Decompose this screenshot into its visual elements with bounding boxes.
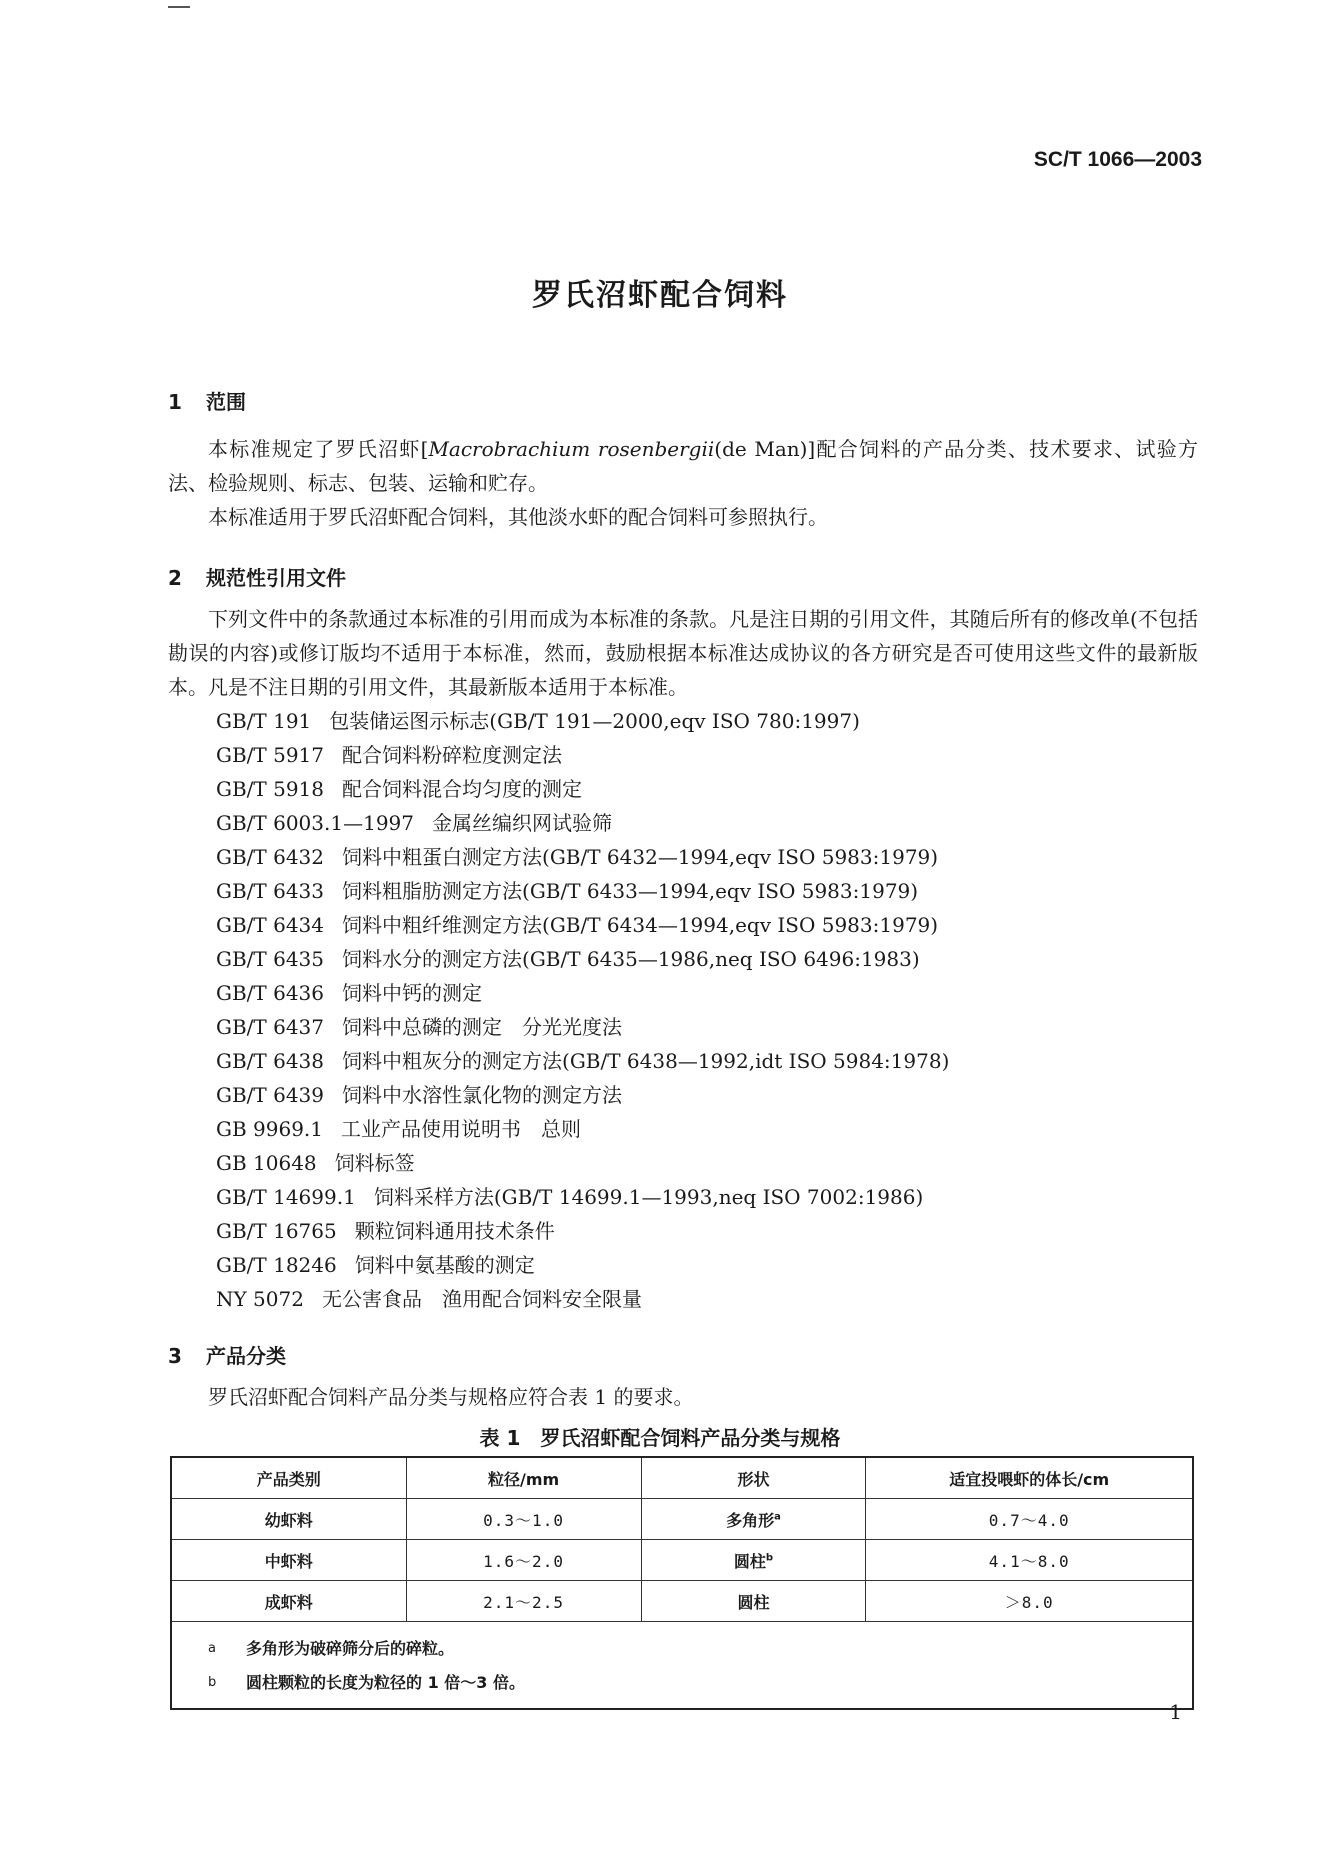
column-header: 适宜投喂虾的体长/cm [866, 1457, 1193, 1499]
length-cell: 4.1～8.0 [866, 1540, 1193, 1581]
shape-cell [641, 1581, 866, 1622]
reference-code: GB/T 5918 [216, 777, 325, 801]
shape-cell [641, 1499, 866, 1540]
category-cell: 成虾料 [171, 1581, 406, 1622]
reference-title: 配合饲料粉碎粒度测定法 [342, 743, 563, 767]
shape-text: 圆柱 [737, 1592, 770, 1612]
reference-title: 饲料中水溶性氯化物的测定方法 [342, 1083, 623, 1107]
table-footnote [208, 1632, 1192, 1666]
reference-code: GB/T 16765 [216, 1219, 337, 1243]
reference-item [216, 874, 949, 908]
para-text: 本标准规定了罗氏沼虾[ [208, 437, 429, 461]
footnote-marker: b [765, 1552, 774, 1564]
reference-item [216, 1078, 949, 1112]
species-latin-name: Macrobrachium rosenbergii [428, 437, 715, 461]
reference-title: 饲料采样方法(GB/T 14699.1—1993,neq ISO 7002:1986) [373, 1185, 924, 1209]
column-header: 粒径/mm [406, 1457, 641, 1499]
reference-code: GB/T 6436 [216, 981, 325, 1005]
top-edge-mark [168, 6, 190, 8]
shape-text: 多角形 [726, 1510, 775, 1530]
reference-title: 饲料标签 [334, 1151, 415, 1175]
reference-item [216, 1282, 949, 1316]
reference-item [216, 772, 949, 806]
reference-code: GB/T 5917 [216, 743, 325, 767]
section-number: 2 [168, 566, 182, 590]
reference-code: GB/T 6439 [216, 1083, 325, 1107]
reference-item [216, 1010, 949, 1044]
reference-item [216, 976, 949, 1010]
reference-title: 饲料中粗灰分的测定方法(GB/T 6438—1992,idt ISO 5984:1978) [342, 1049, 950, 1073]
para-text: (de Man)]配合饲料的产品分类、技术要求、试验方法、检验规则、标志、包装、运输和贮存。 [168, 437, 1198, 495]
reference-code: GB 9969.1 [216, 1117, 324, 1141]
shape-text: 圆柱 [733, 1551, 766, 1571]
size-cell: 2.1～2.5 [406, 1581, 641, 1622]
standard-code: SC/T 1066—2003 [1033, 148, 1202, 171]
column-header: 形状 [641, 1457, 866, 1499]
section-title: 产品分类 [206, 1344, 286, 1368]
reference-code: GB/T 6434 [216, 913, 325, 937]
reference-code: GB/T 191 [216, 709, 312, 733]
reference-code: GB/T 6437 [216, 1015, 325, 1039]
reference-title: 金属丝编织网试验筛 [432, 811, 612, 835]
reference-title: 配合饲料混合均匀度的测定 [342, 777, 583, 801]
length-cell: 0.7～4.0 [866, 1499, 1193, 1540]
reference-item [216, 1180, 949, 1214]
section-1-paragraph-1 [168, 432, 1198, 500]
table-row [171, 1499, 1193, 1540]
table-footnote [208, 1666, 1192, 1700]
section-number: 1 [168, 390, 182, 414]
table-notes-row [171, 1622, 1193, 1710]
reference-code: GB 10648 [216, 1151, 317, 1175]
category-cell: 幼虾料 [171, 1499, 406, 1540]
normative-references-list [216, 704, 949, 1316]
reference-title: 饲料中总磷的测定 分光光度法 [342, 1015, 623, 1039]
reference-title: 饲料中钙的测定 [342, 981, 483, 1005]
section-number: 3 [168, 1344, 182, 1368]
section-1-paragraph-2: 本标准适用于罗氏沼虾配合饲料，其他淡水虾的配合饲料可参照执行。 [208, 505, 828, 529]
reference-item [216, 840, 949, 874]
reference-code: NY 5072 [216, 1287, 304, 1311]
length-cell: ＞8.0 [866, 1581, 1193, 1622]
footnote-label: a [208, 1641, 216, 1656]
section-3-paragraph: 罗氏沼虾配合饲料产品分类与规格应符合表 1 的要求。 [208, 1385, 694, 1409]
reference-item [216, 806, 949, 840]
reference-title: 颗粒饲料通用技术条件 [354, 1219, 555, 1243]
section-2-heading [168, 562, 346, 591]
reference-code: GB/T 6438 [216, 1049, 325, 1073]
section-2-intro: 下列文件中的条款通过本标准的引用而成为本标准的条款。凡是注日期的引用文件，其随后所有的修改单(不包括勘误的内容)或修订版均不适用于本标准，然而，鼓励根据本标准达成协议的各方研究是否可使用这些文件的最新版本。凡是不注日期的引用文件，其最新版本适用于本标准。 [168, 607, 1198, 699]
category-cell: 中虾料 [171, 1540, 406, 1581]
reference-title: 饲料中粗蛋白测定方法(GB/T 6432—1994,eqv ISO 5983:1979) [342, 845, 939, 869]
reference-title: 包装储运图示标志(GB/T 191—2000,eqv ISO 780:1997) [329, 709, 860, 733]
size-cell: 1.6～2.0 [406, 1540, 641, 1581]
reference-code: GB/T 14699.1 [216, 1185, 356, 1209]
document-title: 罗氏沼虾配合饲料 [532, 278, 788, 313]
reference-title: 饲料中粗纤维测定方法(GB/T 6434—1994,eqv ISO 5983:1979) [342, 913, 939, 937]
footnote-text: 圆柱颗粒的长度为粒径的 1 倍～3 倍。 [246, 1673, 525, 1692]
table-row [171, 1581, 1193, 1622]
reference-item [216, 1112, 949, 1146]
column-header: 产品类别 [171, 1457, 406, 1499]
reference-title: 无公害食品 渔用配合饲料安全限量 [321, 1287, 642, 1311]
reference-title: 饲料中氨基酸的测定 [354, 1253, 535, 1277]
reference-item [216, 908, 949, 942]
reference-code: GB/T 18246 [216, 1253, 337, 1277]
reference-title: 饲料粗脂肪测定方法(GB/T 6433—1994,eqv ISO 5983:1979) [342, 879, 919, 903]
reference-code: GB/T 6433 [216, 879, 325, 903]
reference-item [216, 704, 949, 738]
footnote-marker: a [774, 1511, 781, 1523]
reference-item [216, 738, 949, 772]
reference-code: GB/T 6435 [216, 947, 325, 971]
shape-cell [641, 1540, 866, 1581]
table-header-row [171, 1457, 1193, 1499]
footnote-label: b [208, 1675, 217, 1690]
section-title: 规范性引用文件 [206, 566, 346, 590]
reference-code: GB/T 6432 [216, 845, 325, 869]
product-spec-table [170, 1456, 1194, 1710]
reference-code: GB/T 6003.1—1997 [216, 811, 414, 835]
section-3-heading [168, 1340, 286, 1369]
reference-title: 工业产品使用说明书 总则 [341, 1117, 582, 1141]
reference-item [216, 1248, 949, 1282]
size-cell: 0.3～1.0 [406, 1499, 641, 1540]
reference-title: 饲料水分的测定方法(GB/T 6435—1986,neq ISO 6496:1983) [342, 947, 920, 971]
reference-item [216, 1146, 949, 1180]
reference-item [216, 1044, 949, 1078]
reference-item [216, 1214, 949, 1248]
footnote-text: 多角形为破碎筛分后的碎粒。 [246, 1639, 455, 1658]
section-1-heading [168, 386, 246, 415]
table-1-caption: 表 1 罗氏沼虾配合饲料产品分类与规格 [479, 1426, 841, 1450]
table-row [171, 1540, 1193, 1581]
section-title: 范围 [206, 390, 246, 414]
reference-item [216, 942, 949, 976]
page-number: 1 [1169, 1700, 1182, 1724]
table-notes [171, 1622, 1193, 1710]
